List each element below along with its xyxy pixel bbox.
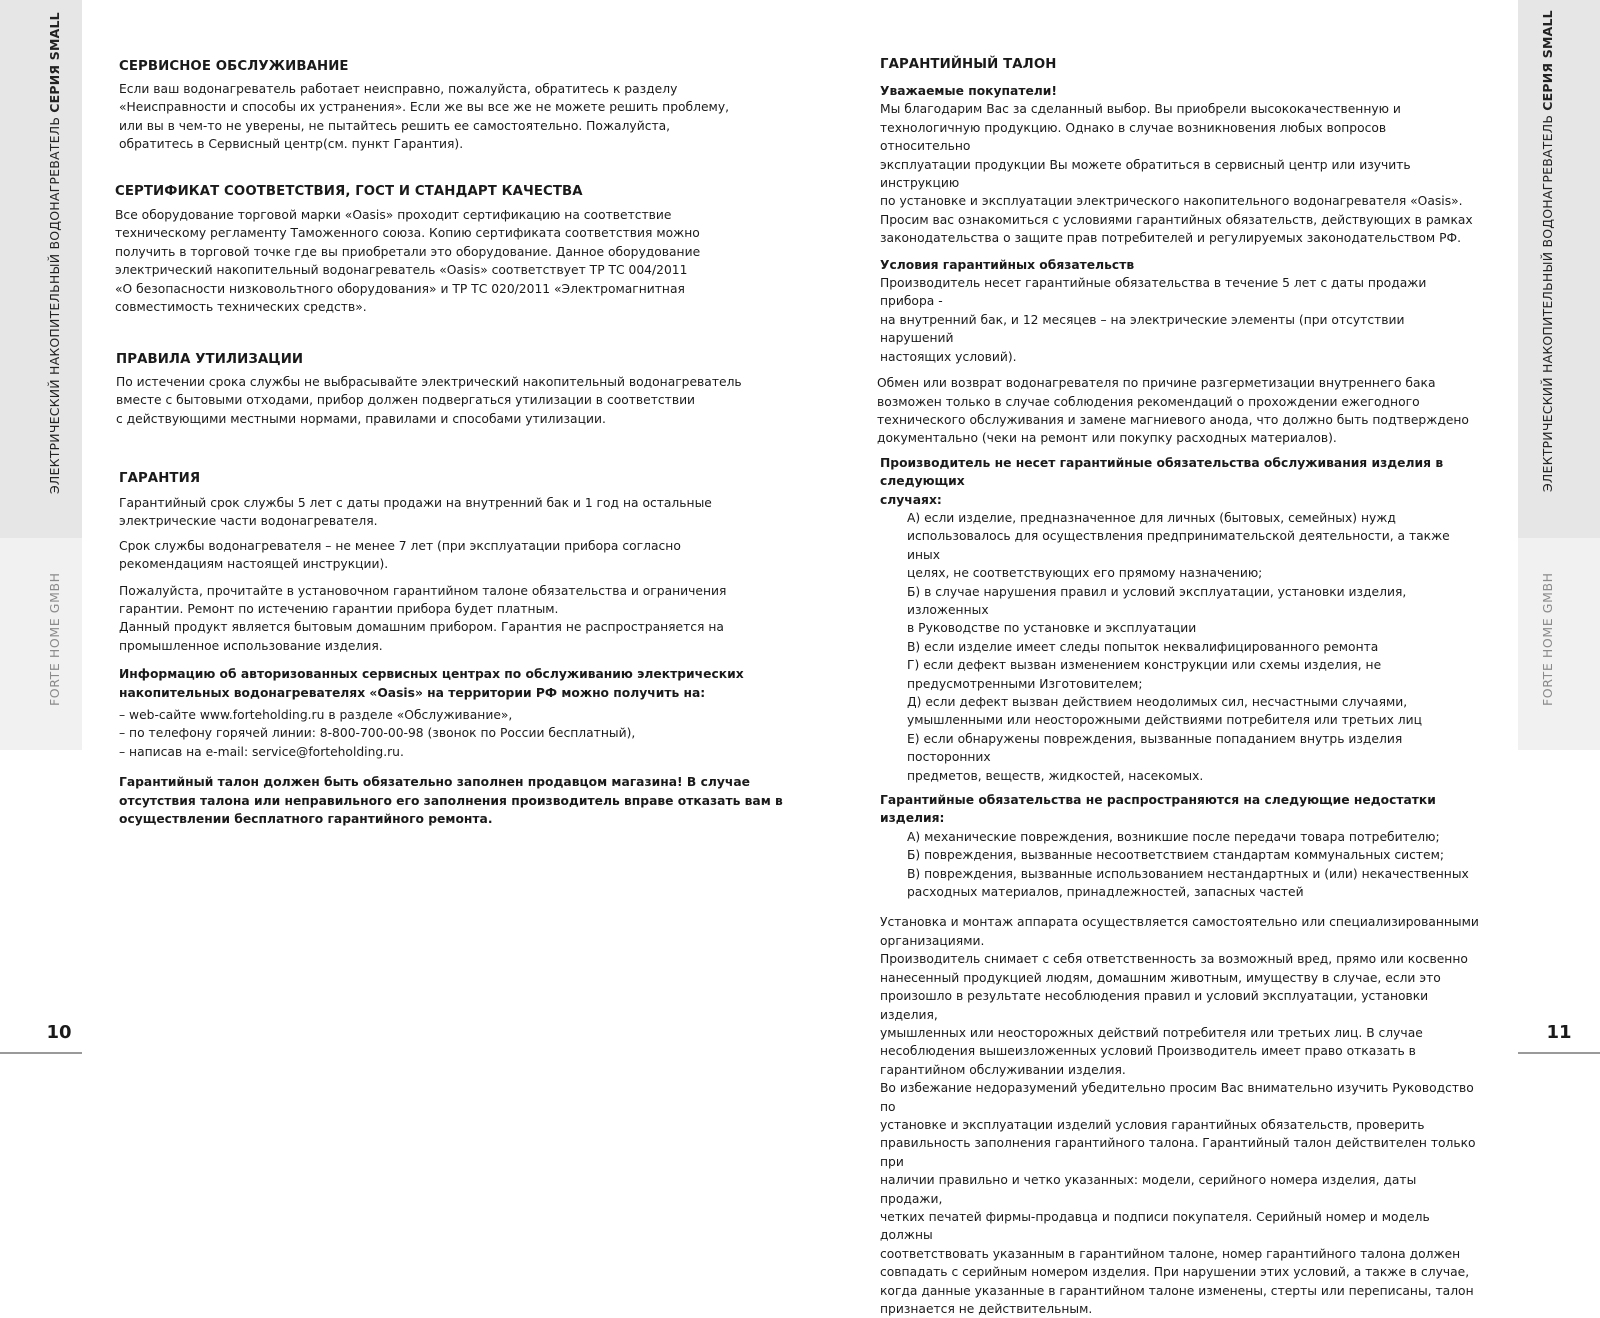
not-liable-list <box>880 509 1480 785</box>
text-line: Если ваш водонагреватель работает неисправно, пожалуйста, обратитесь к разделу <box>119 82 678 96</box>
warranty-card-section <box>877 56 1480 1318</box>
text-line: Гарантийный талон должен быть обязательно заполнен продавцом магазина! В случае <box>119 775 750 790</box>
text-line: когда данные указанные в гарантийном талоне изменены, стерты или переписаны, талон <box>880 1283 1474 1298</box>
certificate-section <box>115 183 700 316</box>
text-line: электрический накопительный водонагреватель «Oasis» соответствует ТР ТС 004/2011 <box>115 263 688 278</box>
text-line: техническому регламенту Таможенного союза. Копию сертификата соответствия можно <box>115 226 700 241</box>
left-page-line <box>0 1052 82 1054</box>
text-line: вместе с бытовыми отходами, прибор должен подвергаться утилизации в соответствии <box>116 393 696 408</box>
text-line: технологичную продукцию. Однако в случае возникновения любых вопросов относительно <box>880 120 1387 154</box>
conditions-text <box>880 274 1480 366</box>
text-line: Все оборудование торговой марки «Oasis» проходит сертификацию на соответствие <box>115 208 672 222</box>
text-line: – по телефону горячей линии: 8-800-700-00-98 (звонок по России бесплатный), <box>119 726 636 741</box>
text-line: совместимость технических средств». <box>115 300 367 315</box>
defects-list <box>880 828 1480 902</box>
defects-title: Гарантийные обязательства не распространяются на следующие недостатки изделия: <box>880 793 1436 826</box>
text-line: документально (чеки на ремонт или покупку расходных материалов). <box>877 431 1337 446</box>
warranty-card-note <box>119 773 783 828</box>
text-line: на внутренний бак, и 12 месяцев – на электрические элементы (при отсутствии нарушений <box>880 312 1405 346</box>
certificate-heading: СЕРТИФИКАТ СООТВЕТСТВИЯ, ГОСТ И СТАНДАРТ КАЧЕСТВА <box>115 184 583 199</box>
text-line: Просим вас ознакомиться с условиями гарантийных обязательств, действующих в рамках <box>880 212 1473 227</box>
text-line: обратитесь в Сервисный центр(см. пункт Гарантия). <box>119 137 464 152</box>
text-line: целях, не соответствующих его прямому назначению; <box>907 566 1263 581</box>
text-line: в Руководстве по установке и эксплуатации <box>907 621 1197 636</box>
text-line: А) если изделие, предназначенное для личных (бытовых, семейных) нужд <box>907 510 1396 525</box>
text-line: Гарантийный срок службы 5 лет с даты продажи на внутренний бак и 1 год на остальные <box>119 496 712 510</box>
text-line: Обмен или возврат водонагревателя по причине разгерметизации внутреннего бака <box>877 376 1436 391</box>
left-page-number: 10 <box>46 1022 72 1043</box>
left-spine-brand: FORTE HOME GMBH <box>47 572 62 706</box>
text-line: осуществлении бесплатного гарантийного ремонта. <box>119 812 493 827</box>
text-line: Б) повреждения, вызванные несоответствием стандартам коммунальных систем; <box>907 848 1445 863</box>
service-heading: СЕРВИСНОЕ ОБСЛУЖИВАНИЕ <box>119 59 349 74</box>
text-line: или вы в чем-то не уверены, не пытайтесь решить ее самостоятельно. Пожалуйста, <box>119 118 671 133</box>
greeting: Уважаемые покупатели! <box>880 84 1058 98</box>
text-line: получить в торговой точке где вы приобретали это оборудование. Данное оборудование <box>115 244 701 259</box>
text-line: предусмотренными Изготовителем; <box>907 676 1143 691</box>
text-line: наличии правильно и четко указанных: модели, серийного номера изделия, даты продажи, <box>880 1173 1417 1206</box>
left-spine-band <box>0 0 82 538</box>
text-line: настоящих условий). <box>880 349 1017 364</box>
text-line: гарантийном обслуживании изделия. <box>880 1062 1126 1077</box>
disposal-text <box>116 373 742 428</box>
text-line: нанесенный продукцией людям, домашним животным, имуществу в случае, если это <box>880 970 1441 985</box>
text-line: В) если изделие имеет следы попыток неквалифицированного ремонта <box>907 639 1379 654</box>
text-line: правильность заполнения гарантийного талона. Гарантийный талон действителен только при <box>880 1136 1476 1169</box>
service-life-text <box>119 537 783 574</box>
text-line: по установке и эксплуатации электрического накопительного водонагревателя «Oasis». <box>880 194 1463 209</box>
text-line: отсутствия талона или неправильного его заполнения производитель вправе отказать вам в <box>119 793 783 808</box>
text-line: признается не действительным. <box>880 1302 1093 1316</box>
exchange-text <box>877 374 1480 448</box>
text-line: организациями. <box>880 933 985 948</box>
certificate-text <box>115 206 700 316</box>
text-line: Производитель несет гарантийные обязательства в течение 5 лет с даты продажи прибора - <box>880 276 1427 309</box>
warranty-card-heading: ГАРАНТИЙНЫЙ ТАЛОН <box>880 57 1057 72</box>
text-line: накопительных водонагревателях «Oasis» на территории РФ можно получить на: <box>119 685 706 700</box>
warranty-limits-text <box>119 582 783 656</box>
left-brand-band <box>0 538 82 750</box>
text-line: несоблюдения вышеизложенных условий Производитель имеет право отказать в <box>880 1044 1416 1059</box>
text-line: Пожалуйста, прочитайте в установочном гарантийном талоне обязательства и ограничения <box>119 583 727 598</box>
text-line: случаях: <box>880 492 942 507</box>
text-line: Производитель не несет гарантийные обязательства обслуживания изделия в следующих <box>880 455 1444 489</box>
text-line: По истечении срока службы не выбрасывайте электрический накопительный водонагреватель <box>116 375 742 389</box>
conditions-title: Условия гарантийных обязательств <box>880 257 1135 272</box>
text-line: – написав на e-mail: service@forteholding.ru. <box>119 744 404 759</box>
warranty-term-text <box>119 494 783 531</box>
text-line: умышленными или неосторожными действиями потребителя или третьих лиц <box>907 713 1423 728</box>
right-page-number: 11 <box>1546 1022 1572 1043</box>
right-spine-band <box>1518 0 1600 538</box>
text-line: Установка и монтаж аппарата осуществляется самостоятельно или специализированными <box>880 915 1479 930</box>
text-line: В) повреждения, вызванные использованием нестандартных и (или) некачественных <box>907 866 1469 881</box>
text-line: Е) если обнаружены повреждения, вызванные попаданием внутрь изделия посторонних <box>907 731 1403 765</box>
text-line: предметов, веществ, жидкостей, насекомых. <box>907 768 1204 783</box>
intro-text <box>880 100 1480 247</box>
text-line: умышленных или неосторожных действий потребителя или третьих лиц. В случае <box>880 1025 1423 1040</box>
right-spine-brand: FORTE HOME GMBH <box>1540 572 1555 706</box>
service-text <box>119 80 729 154</box>
text-line: технического обслуживания и замене магниевого анода, что должно быть подтверждено <box>877 412 1469 427</box>
contacts-list <box>119 706 783 761</box>
closing-text <box>880 913 1480 1318</box>
text-line: Срок службы водонагревателя – не менее 7 лет (при эксплуатации прибора согласно <box>119 538 681 553</box>
warranty-section <box>119 470 783 829</box>
text-line: использовалось для осуществления предпринимательской деятельности, а также иных <box>907 529 1450 562</box>
text-line: законодательства о защите прав потребителей и регулируемых законодательством РФ. <box>880 231 1461 246</box>
text-line: – web-сайте www.forteholding.ru в разделе «Обслуживание», <box>119 708 513 723</box>
warranty-heading: ГАРАНТИЯ <box>119 471 201 486</box>
text-line: произошло в результате несоблюдения правил и условий эксплуатации, установки изделия, <box>880 989 1429 1022</box>
text-line: расходных материалов, принадлежностей, запасных частей <box>907 885 1304 900</box>
text-line: с действующими местными нормами, правилами и способами утилизации. <box>116 411 606 426</box>
right-spine-title: ЭЛЕКТРИЧЕСКИЙ НАКОПИТЕЛЬНЫЙ ВОДОНАГРЕВАТЕЛЬ СЕРИЯ SMALL <box>1540 10 1555 492</box>
text-line: «Неисправности и способы их устранения». Если же вы все же не можете решить проблему, <box>119 100 730 115</box>
right-page-line <box>1518 1052 1600 1054</box>
service-section <box>119 58 729 154</box>
text-line: совпадать с серийным номером изделия. При нарушении этих условий, а также в случае, <box>880 1265 1470 1280</box>
text-line: Б) в случае нарушения правил и условий эксплуатации, установки изделия, изложенных <box>907 584 1407 617</box>
text-line: электрические части водонагревателя. <box>119 514 378 529</box>
not-liable-title <box>880 454 1480 509</box>
text-line: рекомендациям настоящей инструкции). <box>119 557 389 572</box>
right-brand-band <box>1518 538 1600 750</box>
text-line: Г) если дефект вызван изменением конструкции или схемы изделия, не <box>907 658 1382 673</box>
disposal-section <box>116 351 742 428</box>
text-line: установке и эксплуатации изделий условия гарантийных обязательств, проверить <box>880 1117 1425 1132</box>
text-line: промышленное использование изделия. <box>119 638 383 653</box>
service-centers-info <box>119 665 783 702</box>
text-line: А) механические повреждения, возникшие после передачи товара потребителю; <box>907 829 1440 844</box>
text-line: Данный продукт является бытовым домашним прибором. Гарантия не распространяется на <box>119 620 724 635</box>
text-line: соответствовать указанным в гарантийном талоне, номер гарантийного талона должен <box>880 1246 1461 1261</box>
text-line: Во избежание недоразумений убедительно просим Вас внимательно изучить Руководство по <box>880 1081 1474 1114</box>
text-line: Информацию об авторизованных сервисных центрах по обслуживанию электрических <box>119 667 744 682</box>
left-spine-title: ЭЛЕКТРИЧЕСКИЙ НАКОПИТЕЛЬНЫЙ ВОДОНАГРЕВАТЕЛЬ СЕРИЯ SMALL <box>47 12 62 494</box>
text-line: четких печатей фирмы-продавца и подписи покупателя. Серийный номер и модель должны <box>880 1209 1430 1243</box>
text-line: «О безопасности низковольтного оборудования» и ТР ТС 020/2011 «Электромагнитная <box>115 281 685 296</box>
text-line: эксплуатации продукции Вы можете обратиться в сервисный центр или изучить инструкцию <box>880 157 1411 191</box>
text-line: гарантии. Ремонт по истечению гарантии прибора будет платным. <box>119 602 559 617</box>
text-line: возможен только в случае соблюдения рекомендаций о прохождении ежегодного <box>877 394 1420 409</box>
disposal-heading: ПРАВИЛА УТИЛИЗАЦИИ <box>116 352 304 367</box>
text-line: Д) если дефект вызван действием неодолимых сил, несчастными случаями, <box>907 695 1408 709</box>
text-line: Производитель снимает с себя ответственность за возможный вред, прямо или косвенно <box>880 952 1468 967</box>
text-line: Мы благодарим Вас за сделанный выбор. Вы приобрели высококачественную и <box>880 102 1401 117</box>
